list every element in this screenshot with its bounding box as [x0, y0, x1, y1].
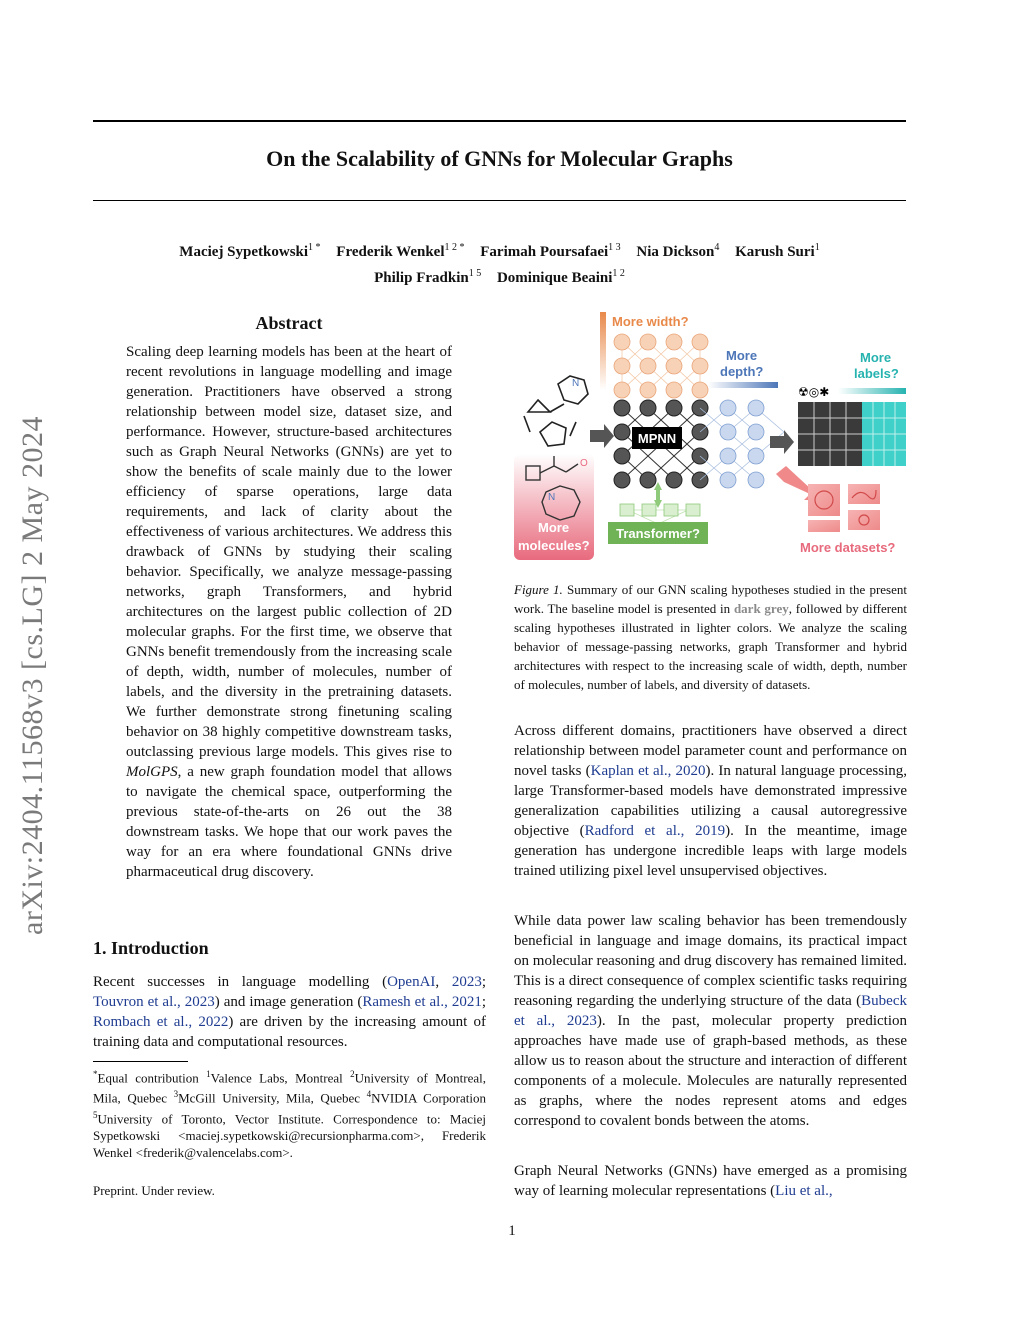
citation-link[interactable]: Touvron et al., 2023 [93, 994, 215, 1010]
section-heading-introduction: 1. Introduction [93, 938, 209, 958]
author: Dominique Beaini$^{1 2}$ [496, 268, 625, 286]
right-column-paragraph-2: While data power law scaling behavior has been tremendously beneficial in language and image domains, its practical impact on molecular reasoning and drug discovery has remained limited. This is a direct consequence of complex scientific tasks requiring reasoning regarding the underlying structure of the data (Bubeck et al., 2023). In the past, molecular property prediction approaches have made use of graph-based methods, as these allow us to reason about the structure and interaction of different components of a molecule. Molecules are naturally represented as graphs, where the nodes represent atoms and edges correspond to covalent bonds between the atoms. [514, 913, 907, 1129]
dataset-tiles [808, 484, 880, 532]
affiliations-footnote: *Equal contribution $^1$Valence Labs, Montreal $^2$University of Montreal, Mila, Quebec $^3$McGill University, Mila, Quebec $^4$NVIDIA Corporation $^5$University of Toronto, Vector Institute. Correspondence to: Maciej Sypetkowski <maciej.sypetkowski@recursionpharma.com>, Frederik Wenkel <frederik@valencelabs.com>. [93, 1069, 486, 1160]
preprint-note: Preprint. Under review. [93, 1183, 215, 1198]
right-column-paragraph-1: Across different domains, practitioners have observed a direct relationship between model parameter count and performance on novel tasks (Kaplan et al., 2020). In natural language processing, large Transformer-based models have demonstrated impressive generalization capabilities utilizing a causal autoregressive objective (Radford et al., 2019). In the meantime, image generation has undergone incredible leaps with large models trained utilizing pixel level unsupervised objectives. [514, 723, 907, 879]
label-more-molecules-line2: molecules? [518, 538, 590, 553]
author: Nia Dickson$^4$ [636, 242, 720, 260]
citation-link[interactable]: Ramesh et al., 2021 [362, 994, 482, 1010]
transformer-block [608, 504, 708, 544]
label-more-labels-line2: labels? [854, 366, 899, 381]
citation-link[interactable]: Liu et al., [775, 1183, 833, 1199]
citation-link[interactable]: Rombach et al., 2022 [93, 1014, 229, 1030]
label-more-labels-line1: More [860, 350, 892, 365]
input-arrow-icon [590, 424, 614, 448]
depth-gradient-bar [708, 382, 778, 388]
right-column-paragraph-3: Graph Neural Networks (GNNs) have emerged as a promising way of learning molecular representations (Liu et al., [514, 1163, 907, 1199]
arxiv-identifier: arXiv:2404.11568v3 [cs.LG] 2 May 2024 [16, 416, 49, 935]
label-more-depth-line1: More [726, 348, 758, 363]
citation-link[interactable]: Kaplan et al., 2020 [590, 763, 706, 779]
label-mpnn: MPNN [637, 431, 677, 446]
abstract-heading: Abstract [255, 313, 323, 333]
model-name: MolGPS [126, 764, 178, 780]
hazard-icons: ☢◎✱ [798, 385, 830, 399]
label-more-depth-line2: depth? [720, 364, 764, 379]
author-list [93, 237, 906, 289]
abstract-body: Scaling deep learning models has been at the heart of recent revolutions in language modelling and image generation. Practitioners have observed a strong relationship between model size, dataset size, and performance. However, structure-based architectures such as Graph Neural Networks (GNNs) are yet to show the benefits of scale mainly due to the lower efficiency of sparse operations, large data requirements, and lack of clarity about the effectiveness of various architectures. We address this drawback of GNNs by studying their scaling behavior. Specifically, we analyze message-passing networks, graph Transformers, and hybrid architectures on the largest public collection of 2D molecular graphs. For the first time, we observe that GNNs benefit tremendously from the increasing scale of depth, width, number of molecules, number of labels, and the diversity in the pretraining datasets. We further demonstrate strong finetuning scaling behavior on 38 highly competitive downstream tasks, outclassing previous large models. This gives rise to MolGPS, a new graph foundation model that allows to navigate the chemical space, outperforming the previous state-of-the-arts on 26 out the 38 downstream tasks. We hope that our work paves the way for an era where foundational GNNs drive pharmaceutical drug discovery. [126, 344, 452, 880]
title-bottom-rule [93, 200, 906, 201]
atom-n-top: N [572, 378, 580, 389]
caption-label: Figure 1. [514, 582, 563, 597]
citation-link[interactable]: 2023 [451, 974, 482, 990]
paper-title: On the Scalability of GNNs for Molecular Graphs [266, 146, 733, 171]
labels-gradient-bar [838, 388, 906, 394]
atom-o: O [580, 458, 588, 469]
label-more-datasets: More datasets? [800, 540, 896, 555]
author: Farimah Poursafaei$^{1 3}$ [480, 242, 621, 260]
atom-n-pink: N [548, 492, 556, 503]
label-more-molecules-line1: More [538, 520, 570, 535]
title-top-rule [93, 120, 906, 122]
label-grid [798, 402, 906, 466]
width-nodes [614, 334, 708, 398]
width-edges [622, 342, 700, 390]
author: Frederik Wenkel$^{1 2 *}$ [336, 242, 465, 260]
citation-link[interactable]: Radford et al., 2019 [584, 823, 726, 839]
author: Philip Fradkin$^{1 5}$ [374, 268, 482, 286]
footnote-rule [93, 1061, 188, 1062]
introduction-paragraph: Recent successes in language modelling (OpenAI, 2023; Touvron et al., 2023) and image generation (Ramesh et al., 2021; Rombach et al., 2022) are driven by the increasing amount of training data and computational resources. [93, 974, 486, 1050]
label-transformer: Transformer? [616, 526, 700, 541]
citation-link[interactable]: OpenAI [387, 974, 436, 990]
page-number: 1 [508, 1223, 516, 1239]
figure-1-gnn-scaling-diagram [508, 304, 908, 572]
label-more-width: More width? [612, 314, 689, 329]
width-gradient-bar [600, 312, 606, 390]
figure-1-caption: Figure 1. Summary of our GNN scaling hypotheses studied in the present work. The baseline model is presented in dark grey, followed by different scaling hypotheses illustrated in lighter colors. We analyze the scaling behavior of message-passing networks, graph Transformer and hybrid architectures with respect to the increasing scale of width, depth, number of molecules, number of labels, and diversity of datasets. [514, 582, 907, 692]
author: Karush Suri$^1$ [735, 242, 820, 260]
author: Maciej Sypetkowski$^{1 *}$ [179, 242, 321, 260]
citation-link[interactable]: Bubeck et al., 2023 [514, 993, 907, 1029]
